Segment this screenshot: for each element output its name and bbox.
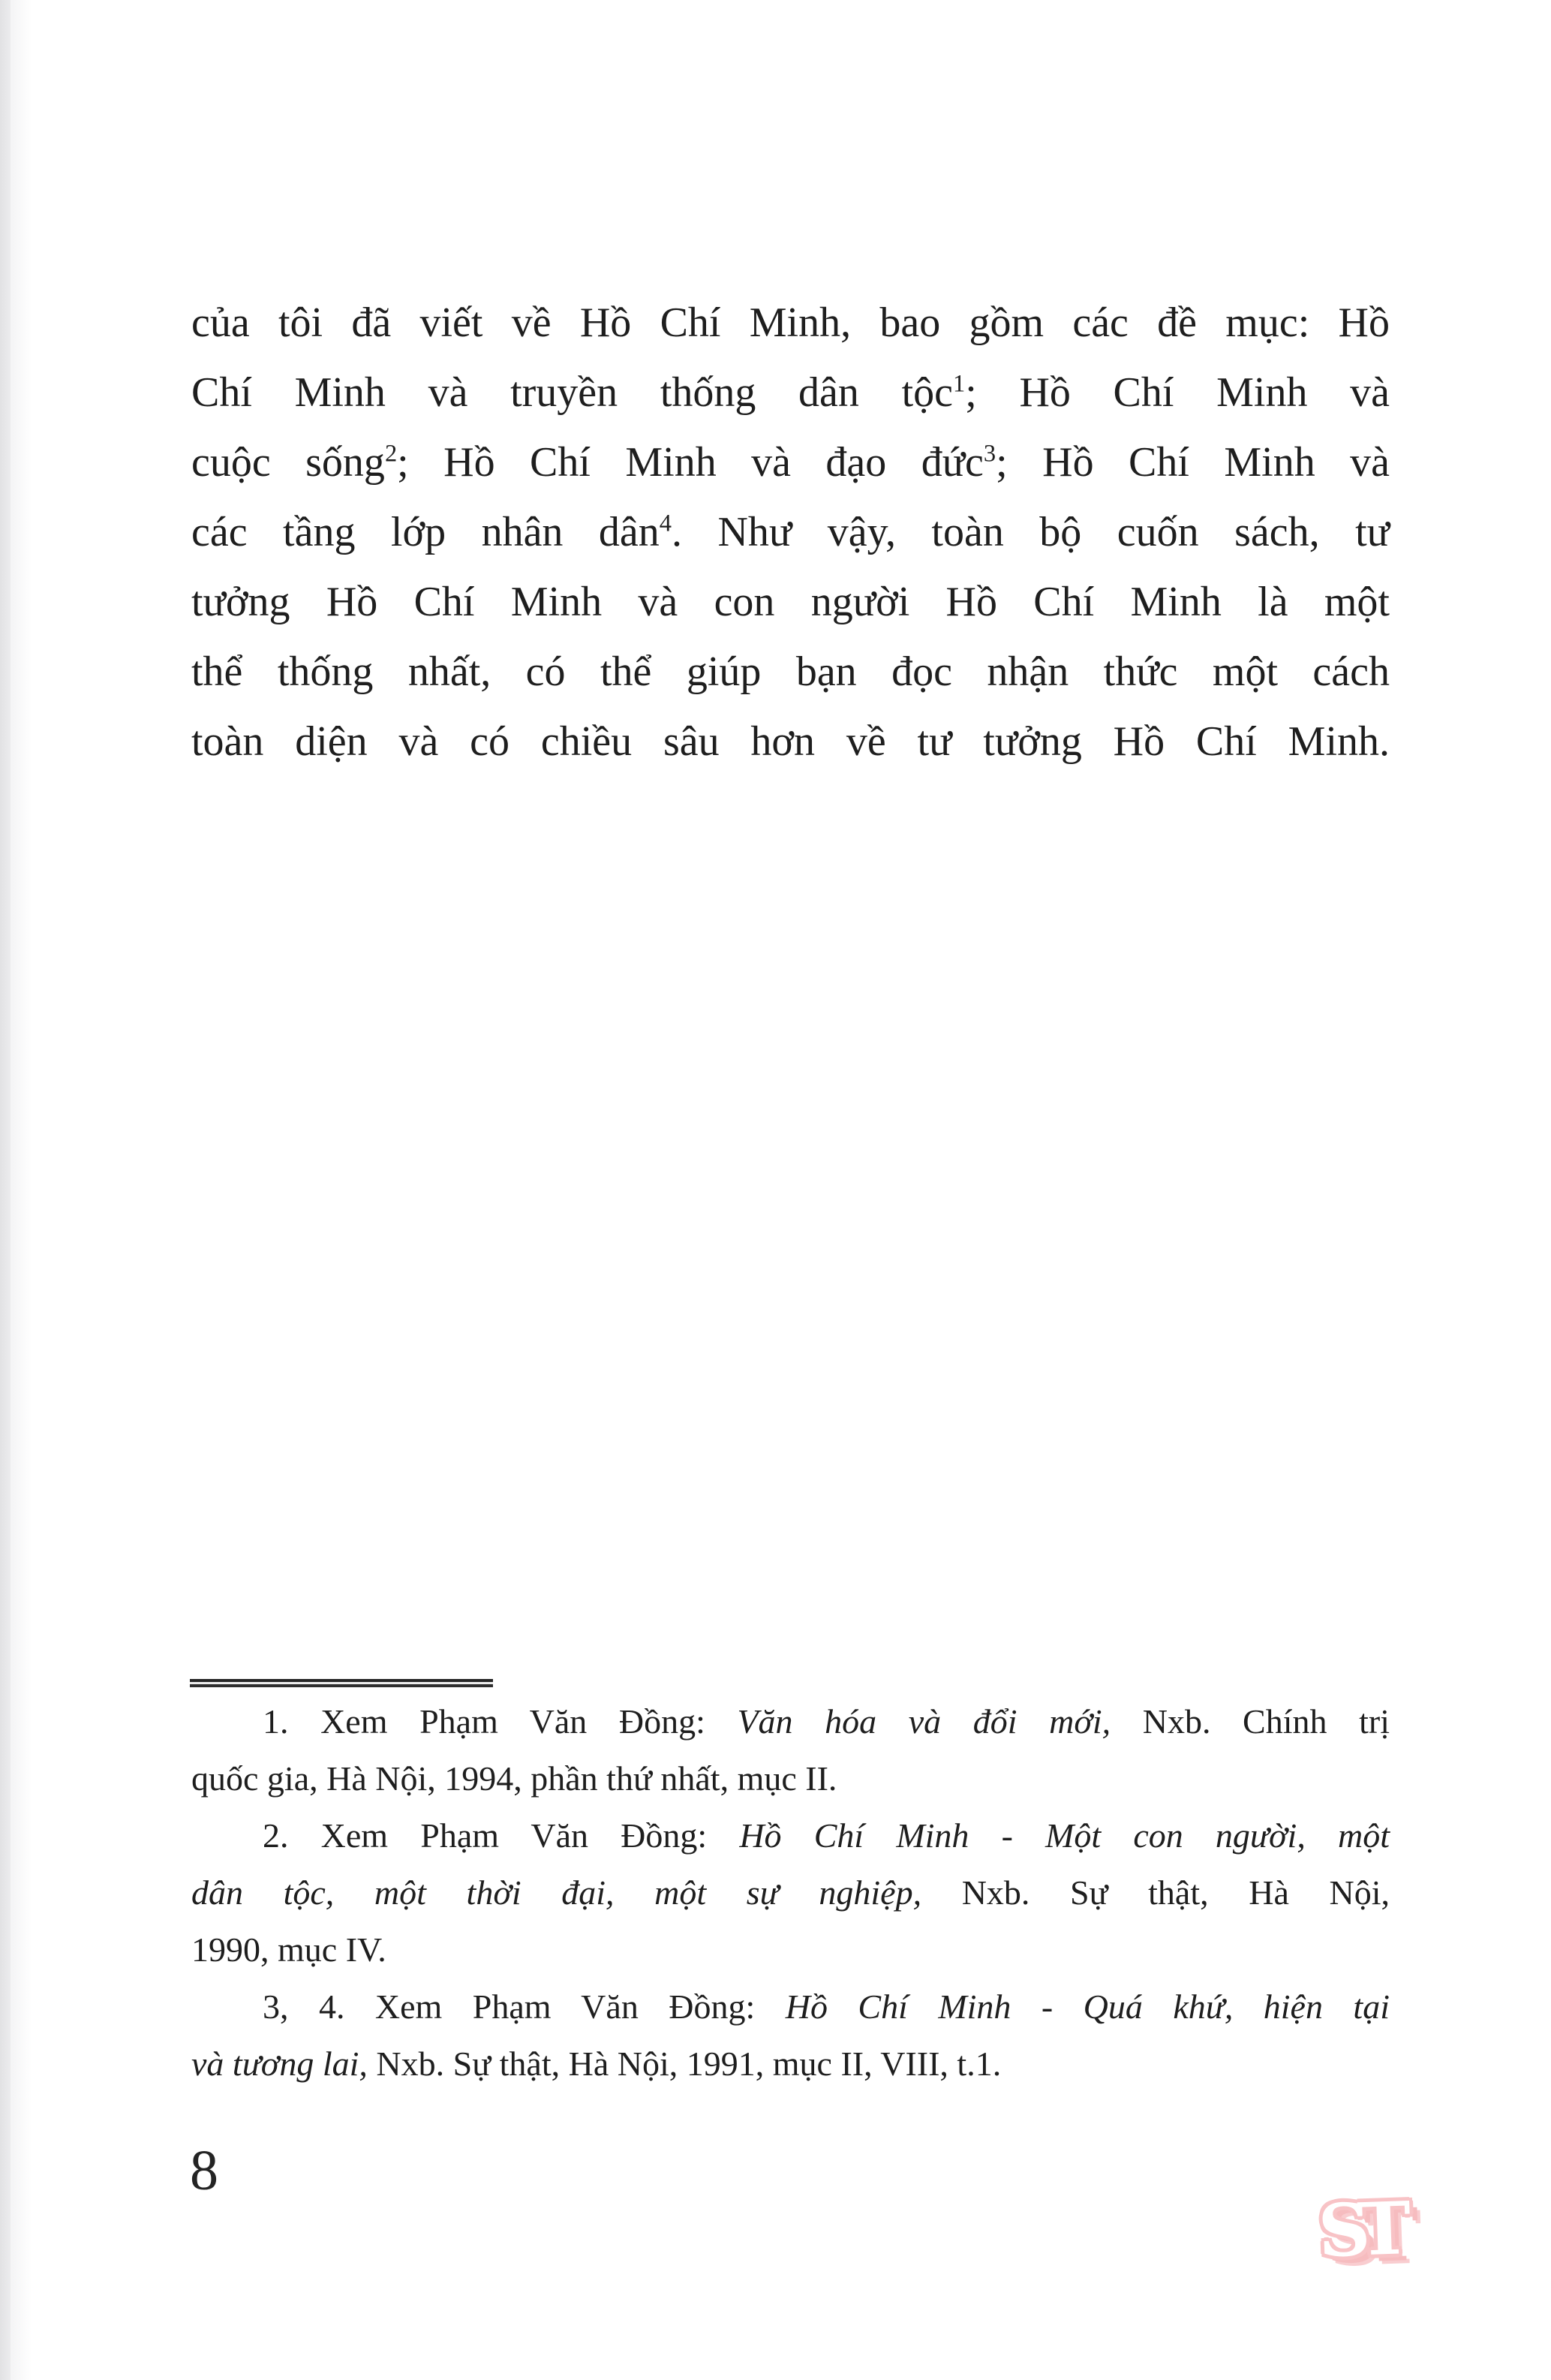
footnote-reference-superscript: 1 (952, 370, 966, 398)
text-segment: 1990, mục IV. (191, 1930, 386, 1969)
text-segment: toàn diện và có chiều sâu hơn về tư tưởng Hồ Chí Minh. (191, 718, 1390, 765)
footnote-reference-superscript: 3 (983, 440, 996, 468)
text-segment: Hồ Chí Minh - Một con người, một (739, 1816, 1390, 1855)
body-text-line (191, 567, 1390, 637)
text-segment: Văn hóa và đổi mới, (737, 1702, 1111, 1741)
footnote-line (191, 1864, 1390, 1921)
text-segment: dân tộc, một thời đại, một sự nghiệp, (191, 1873, 922, 1912)
text-segment: . Như vậy, toàn bộ cuốn sách, tư (671, 509, 1390, 555)
text-segment: Hồ Chí Minh - Quá khứ, hiện tại (785, 1987, 1390, 2026)
text-segment: ; Hồ Chí Minh và (965, 369, 1390, 416)
footnote-separator-rule (190, 1679, 493, 1687)
text-segment: các tầng lớp nhân dân (191, 509, 660, 555)
text-segment: tưởng Hồ Chí Minh và con người Hồ Chí Minh là một (191, 579, 1390, 625)
text-segment: cuộc sống (191, 439, 385, 486)
body-text-line (191, 637, 1390, 707)
footnote-line (191, 2035, 1390, 2093)
body-paragraph (191, 288, 1390, 777)
body-text-line (191, 288, 1390, 358)
body-text-line (191, 707, 1390, 777)
text-segment: Chí Minh và truyền thống dân tộc (191, 369, 953, 416)
text-segment: quốc gia, Hà Nội, 1994, phần thứ nhất, mục II. (191, 1759, 837, 1798)
footnote-line (191, 1807, 1390, 1864)
scan-edge-fade (11, 0, 32, 2380)
scan-edge-shadow (0, 0, 11, 2380)
footnote-reference-superscript: 2 (384, 440, 398, 468)
text-segment: Nxb. Sự thật, Hà Nội, 1991, mục II, VIII, t.1. (367, 2045, 1002, 2083)
body-text-line (191, 498, 1390, 567)
footnotes-block (191, 1693, 1390, 2093)
text-segment: 2. Xem Phạm Văn Đồng: (263, 1816, 740, 1855)
publisher-logo-st: ST (1316, 2186, 1399, 2274)
text-segment: Nxb. Chính trị (1111, 1702, 1390, 1741)
footnote-reference-superscript: 4 (659, 510, 672, 537)
text-segment: và tương lai, (191, 2045, 368, 2083)
body-text-line (191, 428, 1390, 498)
text-segment: ; Hồ Chí Minh và (996, 439, 1390, 486)
footnote-line (191, 1693, 1390, 1750)
text-segment: thể thống nhất, có thể giúp bạn đọc nhận thức một cách (191, 648, 1390, 695)
text-segment: ; Hồ Chí Minh và đạo đức (397, 439, 984, 486)
text-segment: 1. Xem Phạm Văn Đồng: (263, 1702, 738, 1741)
footnote-line (191, 1921, 1390, 1978)
body-text-line (191, 358, 1390, 428)
text-segment: Nxb. Sự thật, Hà Nội, (921, 1873, 1390, 1912)
footnote-line (191, 1750, 1390, 1807)
footnote-line (191, 1978, 1390, 2035)
text-segment: của tôi đã viết về Hồ Chí Minh, bao gồm các đề mục: Hồ (191, 299, 1390, 346)
text-segment: 3, 4. Xem Phạm Văn Đồng: (263, 1987, 786, 2026)
page-number: 8 (190, 2139, 218, 2202)
